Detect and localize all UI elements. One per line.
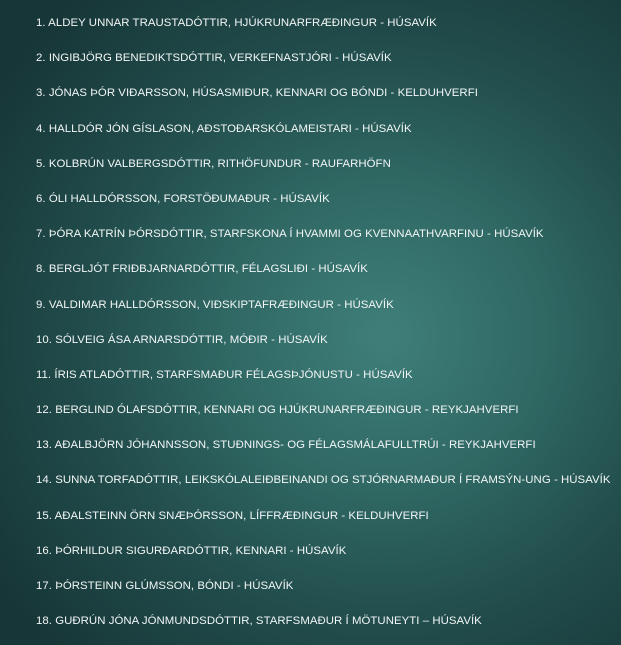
list-item: 8. BERGLJÓT FRIÐBJARNARDÓTTIR, FÉLAGSLIÐI - HÚSAVÍK xyxy=(36,263,368,276)
list-item: 1. ALDEY UNNAR TRAUSTADÓTTIR, HJÚKRUNARFRÆÐINGUR - HÚSAVÍK xyxy=(36,17,437,29)
list-item: 18. GUÐRÚN JÓNA JÓNMUNDSDÓTTIR, STARFSMAÐUR Í MÖTUNEYTI – HÚSAVÍK xyxy=(36,615,482,628)
candidate-list xyxy=(36,12,616,645)
list-item: 13. AÐALBJÖRN JÓHANNSSON, STUÐNINGS- OG FÉLAGSMÁLAFULLTRÚI - REYKJAHVERFI xyxy=(36,439,536,452)
list-item: 2. INGIBJÖRG BENEDIKTSDÓTTIR, VERKEFNASTJÓRI - HÚSAVÍK xyxy=(36,52,392,65)
list-item: 17. ÞÓRSTEINN GLÚMSSON, BÓNDI - HÚSAVÍK xyxy=(36,580,294,592)
list-item: 4. HALLDÓR JÓN GÍSLASON, AÐSTOÐARSKÓLAMEISTARI - HÚSAVÍK xyxy=(36,122,412,135)
list-item: 5. KOLBRÚN VALBERGSDÓTTIR, RITHÖFUNDUR - RAUFARHÖFN xyxy=(36,157,391,170)
list-item: 10. SÓLVEIG ÁSA ARNARSDÓTTIR, MÓÐIR - HÚSAVÍK xyxy=(36,333,328,346)
list-item: 3. JÓNAS ÞÓR VIÐARSSON, HÚSASMIÐUR, KENNARI OG BÓNDI - KELDUHVERFI xyxy=(36,87,478,100)
list-item: 14. SUNNA TORFADÓTTIR, LEIKSKÓLALEIÐBEINANDI OG STJÓRNARMAÐUR Í FRAMSÝN-UNG - HÚSAVÍK xyxy=(36,474,611,487)
list-item: 15. AÐALSTEINN ÖRN SNÆÞÓRSSON, LÍFFRÆÐINGUR - KELDUHVERFI xyxy=(36,509,429,522)
list-item: 11. ÍRIS ATLADÓTTIR, STARFSMAÐUR FÉLAGSÞJÓNUSTU - HÚSAVÍK xyxy=(36,368,413,381)
list-item: 7. ÞÓRA KATRÍN ÞÓRSDÓTTIR, STARFSKONA Í HVAMMI OG KVENNAATHVARFINU - HÚSAVÍK xyxy=(36,228,544,241)
list-item: 9. VALDIMAR HALLDÓRSSON, VIÐSKIPTAFRÆÐINGUR - HÚSAVÍK xyxy=(36,298,394,311)
list-item: 16. ÞÓRHILDUR SIGURÐARDÓTTIR, KENNARI - HÚSAVÍK xyxy=(36,544,347,557)
list-item: 12. BERGLIND ÓLAFSDÓTTIR, KENNARI OG HJÚKRUNARFRÆÐINGUR - REYKJAHVERFI xyxy=(36,404,519,417)
list-item: 6. ÓLI HALLDÓRSSON, FORSTÖÐUMAÐUR - HÚSAVÍK xyxy=(36,192,330,205)
